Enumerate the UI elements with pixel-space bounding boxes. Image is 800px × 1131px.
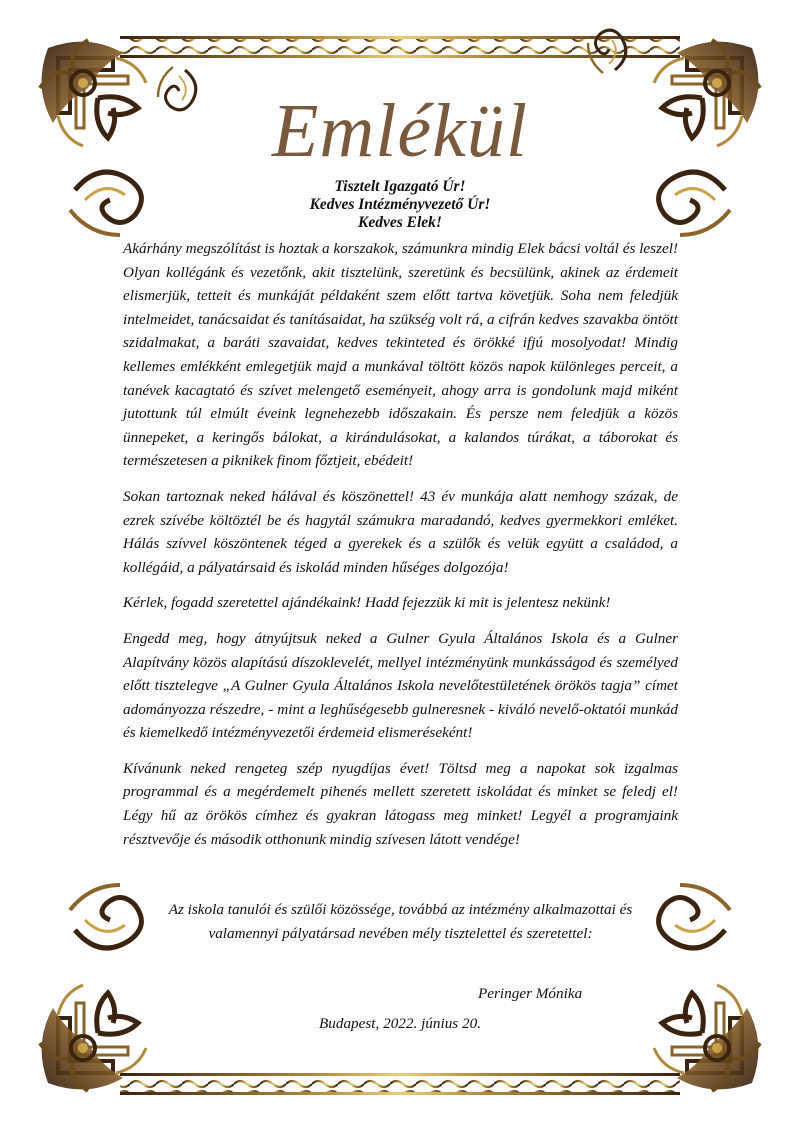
closing-text <box>123 898 678 945</box>
paragraph: Kérlek, fogadd szeretettel ajándékaink! Hadd fejezzük ki mit is jelentesz nekünk! <box>123 594 611 612</box>
date: Budapest, 2022. június 20. <box>319 1015 481 1032</box>
salutation <box>0 178 800 232</box>
document-title: Emlékül <box>271 89 528 173</box>
paragraph: Sokan tartoznak neked hálával és köszönettel! 43 év munkája alatt nemhogy százak, de ezrek szívébe költöztél be és hagytál számukra maradandó, kedves gyermekkori emléket. Hálás szívvel köszöntenek téged a gyerekek és a szülők és velük együtt a családod, a kollégáid, a pályatársaid és iskolád minden hűséges dolgozója! <box>123 487 678 576</box>
closing-line: Az iskola tanulói és szülői közössége, továbbá az intézmény alkalmazottai és <box>168 901 633 918</box>
paragraph: Akárhány megszólítást is hoztak a korszakok, számunkra mindig Elek bácsi voltál és leszel! Olyan kollégánk és vezetőnk, akit tisztelünk, szeretünk és becsülünk, akinek az érdemeit elismerjük, tetteit és munkáját példaként szem előtt tartva követjük. Soha nem feledjük intelmeidet, tanácsaidat és tanításaidat, ha szükség volt rá, a cifrán kedves szavakba öntött szidalmakat, a baráti szavaidat, kedves tekinteted és örökké ifjú mosolyodat! Mindig kellemes emlékként emlegetjük majd a munkával töltött közös napok különleges perceit, a tanévek kacagtató és szívet melengető eseményeit, ahogy arra is gondolunk majd miként jutottunk túl elmúlt éveink legnehezebb időszakain. És persze nem feledjük a közös ünnepeket, a keringős bálokat, a kirándulásokat, a kalandos túrákat, a táborokat és természetesen a piknikek finom főztjeit, ebédeit! <box>123 240 678 470</box>
salutation-line: Kedves Elek! <box>358 214 442 231</box>
signature: Peringer Mónika <box>478 985 583 1002</box>
paragraph: Kívánunk neked rengeteg szép nyugdíjas évet! Töltsd meg a napokat sok izgalmas programmal és a megérdemelt pihenés mellett szeretett iskoládat és minket se feledj el! Légy hű az örökös címhez és gyakran látogass meg minket! Legyél a programjaink résztvevője és második otthonunk mindig szívesen látott vendége! <box>123 759 678 848</box>
salutation-line: Kedves Intézményvezető Úr! <box>309 196 491 213</box>
letter-body <box>123 237 678 863</box>
salutation-line: Tisztelt Igazgató Úr! <box>334 178 466 195</box>
closing-line: valamennyi pályatársad nevében mély tisztelettel és szeretettel: <box>208 924 593 942</box>
paragraph: Engedd meg, hogy átnyújtsuk neked a Gulner Gyula Általános Iskola és a Gulner Alapítvány közös alapítású díszoklevelét, mellyel intézményünk munkásságod és személyed előtt tisztelegve „A Gulner Gyula Általános Iskola nevelőtestületének örökös tagja” címet adományozza részedre, - mint a leghűségesebb gulneresnek - kiváló nevelő-oktatói munkád és kiemelkedő intézményvezetői érdemeid elismeréseként! <box>123 629 678 742</box>
